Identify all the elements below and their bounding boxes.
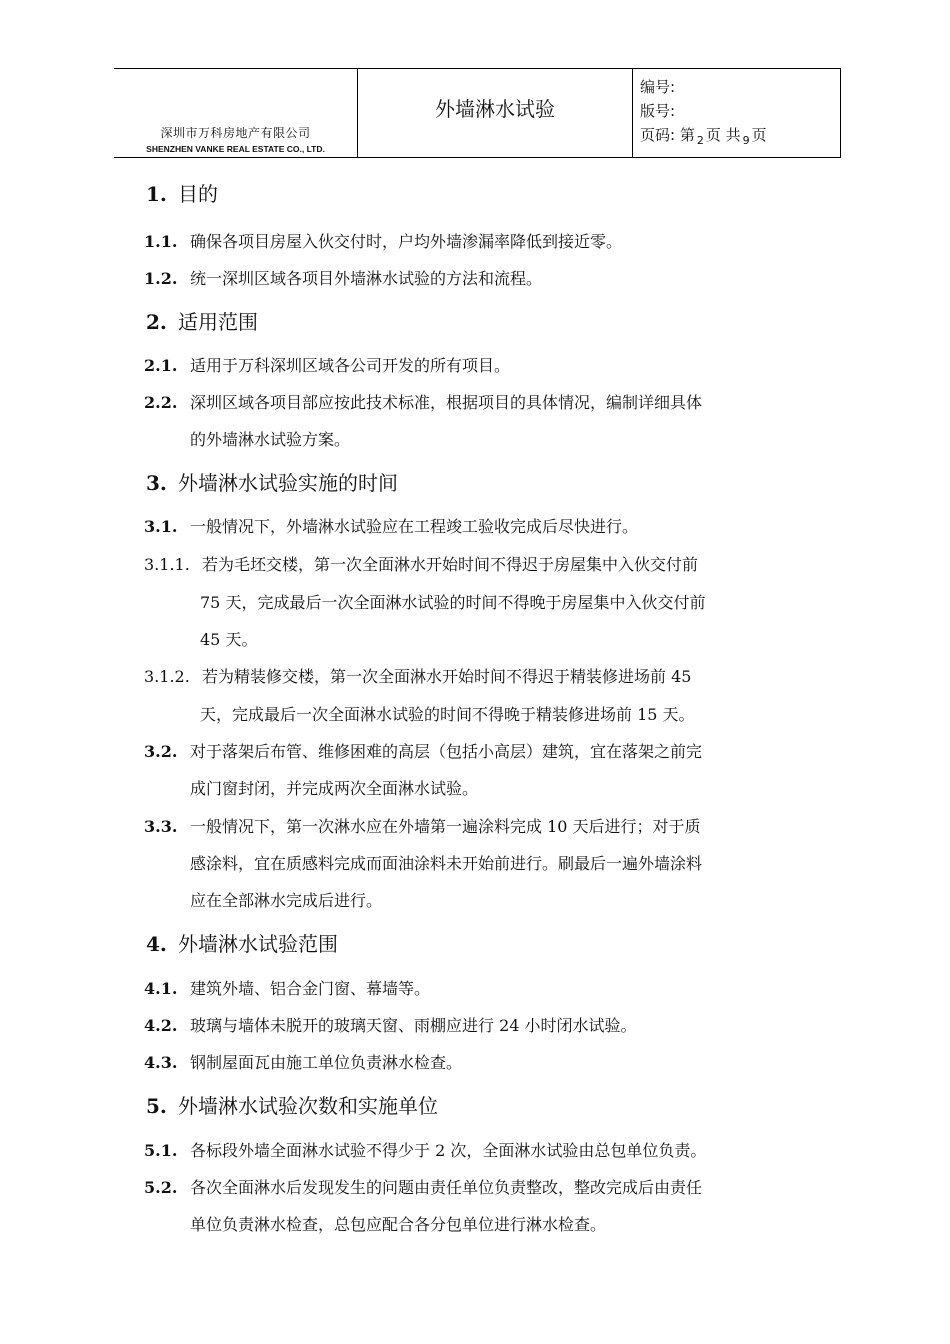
- clause-text: 适用于万科深圳区域各公司开发的所有项目。: [190, 356, 511, 375]
- paragraph: [144, 1013, 637, 1036]
- clause-number: 3.1.1.: [144, 555, 190, 574]
- clause-text: 对于落架后布管、维修困难的高层（包括小高层）建筑，宜在落架之前完: [190, 742, 703, 761]
- page-current: 2: [696, 134, 704, 147]
- clause-number: 3.2.: [144, 742, 178, 761]
- clause-text: 若为毛坯交楼，第一次全面淋水开始时间不得迟于房屋集中入伙交付前: [202, 555, 699, 574]
- clause-number: 5.2.: [144, 1178, 178, 1197]
- section-heading: [146, 306, 258, 335]
- section-heading: [146, 467, 398, 496]
- paragraph: [144, 229, 622, 252]
- section-number: 2.: [146, 310, 167, 334]
- section-title: 外墙淋水试验实施的时间: [178, 471, 398, 495]
- paragraph: [144, 1175, 702, 1198]
- clause-text: 深圳区域各项目部应按此技术标准，根据项目的具体情况，编制详细具体: [190, 393, 703, 412]
- paragraph: [144, 552, 698, 575]
- clause-number: 3.3.: [144, 817, 178, 836]
- section-title: 外墙淋水试验次数和实施单位: [178, 1094, 438, 1118]
- section-number: 3.: [146, 471, 167, 495]
- paragraph: [144, 664, 691, 687]
- section-heading: [146, 928, 338, 957]
- section-title: 适用范围: [178, 310, 258, 334]
- paragraph: [144, 814, 701, 837]
- document-code: [640, 76, 840, 98]
- section-heading: [146, 1090, 438, 1119]
- clause-number: 5.1.: [144, 1141, 178, 1160]
- clause-number: 1.1.: [144, 232, 178, 251]
- clause-text: 钢制屋面瓦由施工单位负责淋水检查。: [190, 1053, 463, 1072]
- section-title: 目的: [178, 182, 218, 206]
- clause-continuation: 45 天。: [200, 630, 258, 649]
- clause-number: 4.3.: [144, 1053, 178, 1072]
- clause-continuation: 75 天，完成最后一次全面淋水试验的时间不得晚于房屋集中入伙交付前: [200, 593, 706, 612]
- clause-text: 玻璃与墙体未脱开的玻璃天窗、雨棚应进行 24 小时闭水试验。: [190, 1016, 637, 1035]
- clause-text: 各次全面淋水后发现发生的问题由责任单位负责整改，整改完成后由责任: [190, 1178, 703, 1197]
- header-divider: [840, 69, 841, 157]
- clause-continuation: 应在全部淋水完成后进行。: [190, 891, 383, 910]
- clause-number: 2.2.: [144, 393, 178, 412]
- paragraph: [144, 1050, 462, 1073]
- paragraph: [144, 266, 542, 289]
- header-divider: [632, 69, 633, 157]
- clause-text: 确保各项目房屋入伙交付时，户均外墙渗漏率降低到接近零。: [190, 232, 623, 251]
- paragraph: [144, 353, 510, 376]
- document-header: [114, 68, 841, 158]
- paragraph: [144, 390, 702, 413]
- document-version: [640, 100, 840, 122]
- paragraph: [144, 514, 638, 537]
- paragraph: [144, 1138, 706, 1161]
- clause-continuation: 的外墙淋水试验方案。: [190, 430, 351, 449]
- company-block: [114, 69, 357, 157]
- company-name-cn: 深圳市万科房地产有限公司: [160, 126, 311, 140]
- clause-number: 4.1.: [144, 979, 178, 998]
- clause-number: 2.1.: [144, 356, 178, 375]
- clause-text: 各标段外墙全面淋水试验不得少于 2 次，全面淋水试验由总包单位负责。: [190, 1141, 707, 1160]
- clause-continuation: 成门窗封闭，并完成两次全面淋水试验。: [190, 779, 479, 798]
- clause-number: 4.2.: [144, 1016, 178, 1035]
- code-label: 编号:: [640, 78, 676, 96]
- page-label: 页码:: [640, 126, 676, 144]
- section-number: 5.: [146, 1094, 167, 1118]
- clause-continuation: 天，完成最后一次全面淋水试验的时间不得晚于精装修进场前 15 天。: [200, 705, 695, 724]
- clause-text: 一般情况下，外墙淋水试验应在工程竣工验收完成后尽快进行。: [190, 517, 639, 536]
- clause-text: 若为精装修交楼，第一次全面淋水开始时间不得迟于精装修进场前 45: [202, 667, 692, 686]
- page-suffix: 页: [751, 126, 767, 144]
- section-heading: [146, 178, 218, 207]
- clause-text: 一般情况下，第一次淋水应在外墙第一遍涂料完成 10 天后进行；对于质: [190, 817, 701, 836]
- page-mid: 页 共: [705, 126, 741, 144]
- clause-text: 建筑外墙、铝合金门窗、幕墙等。: [190, 979, 431, 998]
- clause-text: 统一深圳区域各项目外墙淋水试验的方法和流程。: [190, 269, 543, 288]
- clause-number: 3.1.: [144, 517, 178, 536]
- section-number: 1.: [146, 182, 167, 206]
- company-name-en: SHENZHEN VANKE REAL ESTATE CO., LTD.: [146, 144, 325, 154]
- document-title: 外墙淋水试验: [435, 97, 555, 121]
- section-title: 外墙淋水试验范围: [178, 932, 338, 956]
- section-number: 4.: [146, 932, 167, 956]
- clause-continuation: 单位负责淋水检查，总包应配合各分包单位进行淋水检查。: [190, 1215, 607, 1234]
- clause-continuation: 感涂料，宜在质感料完成而面油涂料未开始前进行。刷最后一遍外墙涂料: [190, 854, 703, 873]
- page-number: [640, 124, 840, 148]
- paragraph: [144, 976, 430, 999]
- clause-number: 3.1.2.: [144, 667, 190, 686]
- paragraph: [144, 739, 702, 762]
- page-total: 9: [742, 134, 750, 147]
- page-prefix: 第: [679, 126, 695, 144]
- clause-number: 1.2.: [144, 269, 178, 288]
- version-label: 版号:: [640, 102, 676, 120]
